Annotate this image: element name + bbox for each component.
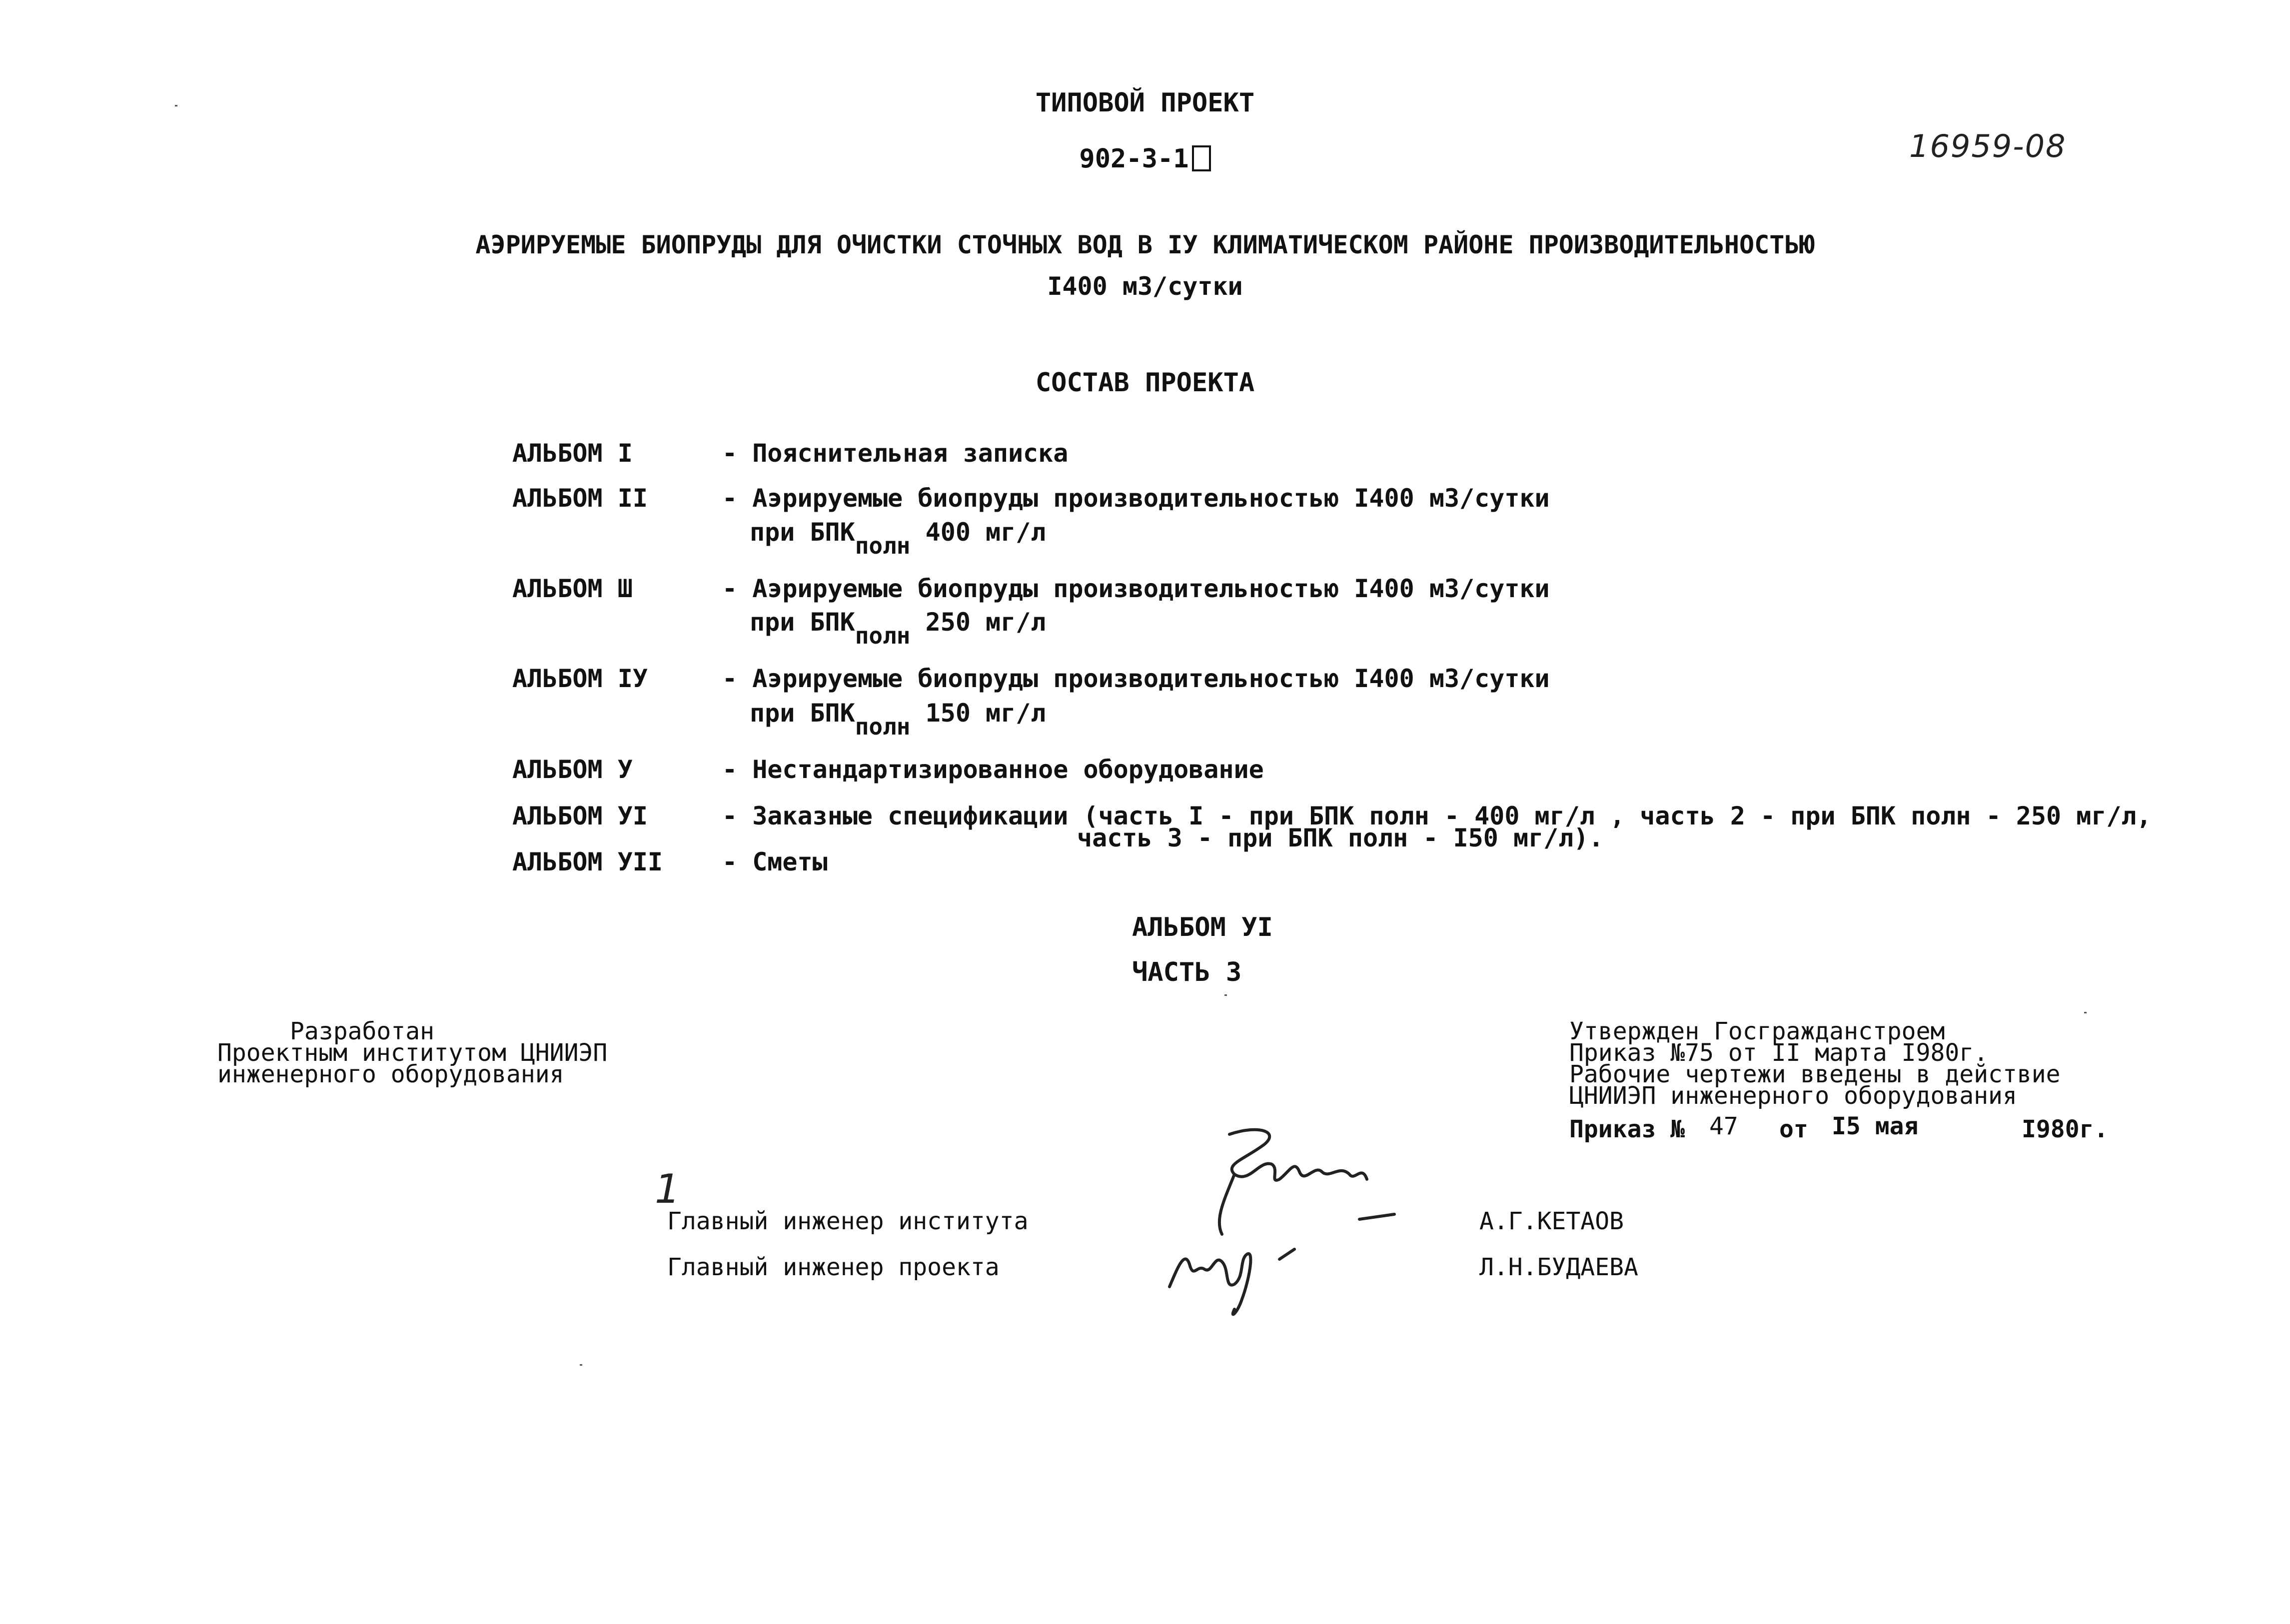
scan-speck xyxy=(1224,994,1227,996)
developer-line: инженерного оборудования xyxy=(217,1060,564,1088)
project-title-line1: АЭРИРУЕМЫЕ БИОПРУДЫ ДЛЯ ОЧИСТКИ СТОЧНЫХ ВОД В IУ КЛИМАТИЧЕСКОМ РАЙОНЕ ПРОИЗВОДИТЕЛЬНОСТЬЮ xyxy=(475,230,1815,259)
condition-prefix: при БПК xyxy=(750,699,855,728)
contents-heading: СОСТАВ ПРОЕКТА xyxy=(1035,368,1255,398)
volume-album: АЛЬБОМ УI xyxy=(1132,912,1273,942)
album-desc-cont: часть 3 - при БПК полн - I50 мг/л). xyxy=(1077,823,1604,852)
order-from: от xyxy=(1779,1115,1808,1143)
approval-line: Рабочие чертежи введены в действие xyxy=(1569,1060,2061,1088)
album-label: АЛЬБОМ I xyxy=(512,439,633,468)
approval-line: Утвержден Госгражданстроем xyxy=(1569,1017,1945,1045)
album-label: АЛЬБОМ IУ xyxy=(512,664,648,693)
project-code-text: 902-3-1 xyxy=(1079,144,1189,174)
order-number: 47 xyxy=(1709,1112,1738,1140)
album-label: АЛЬБОМ Ш xyxy=(512,574,633,603)
album-label: АЛЬБОМ УI xyxy=(512,802,648,830)
scan-speck xyxy=(580,1364,582,1366)
order-date: I5 мая xyxy=(1832,1112,1919,1140)
album-desc: - Нестандартизированное оборудование xyxy=(722,755,1264,784)
developer-line: Разработан xyxy=(290,1017,434,1045)
scan-speck xyxy=(2084,1012,2087,1013)
album-desc: - Аэрируемые биопруды производительностью I400 м3/сутки xyxy=(722,484,1550,513)
signature-name: А.Г.КЕТАОВ xyxy=(1479,1207,1624,1235)
condition-value: 250 мг/л xyxy=(925,608,1046,637)
album-desc: - Аэрируемые биопруды производительностью I400 м3/сутки xyxy=(722,574,1550,603)
inventory-number: 16959-08 xyxy=(1909,128,2067,164)
album-label: АЛЬБОМ У xyxy=(512,755,633,784)
doc-type: ТИПОВОЙ ПРОЕКТ xyxy=(1035,88,1255,118)
condition-value: 400 мг/л xyxy=(925,518,1046,547)
condition-prefix: при БПК xyxy=(750,608,855,637)
album-label: АЛЬБОМ УII xyxy=(512,847,663,876)
album-desc: - Сметы xyxy=(722,847,828,876)
volume-part: ЧАСТЬ 3 xyxy=(1132,957,1242,987)
project-title-line2: I400 м3/сутки xyxy=(1047,272,1243,301)
scan-speck xyxy=(175,105,177,106)
approval-line: Приказ №75 от II марта I980г. xyxy=(1569,1039,1989,1067)
signature-role: Главный инженер института xyxy=(667,1207,1029,1235)
condition-subscript: полн xyxy=(855,622,911,649)
handwritten-mark: 1 xyxy=(655,1166,681,1212)
order-label: Приказ № xyxy=(1569,1115,1685,1143)
signature-role: Главный инженер проекта xyxy=(667,1253,1000,1281)
order-year: I980г. xyxy=(2022,1115,2109,1143)
album-desc: - Пояснительная записка xyxy=(722,439,1069,468)
signature-name: Л.Н.БУДАЕВА xyxy=(1479,1253,1638,1281)
condition-prefix: при БПК xyxy=(750,518,855,547)
condition-value: 150 мг/л xyxy=(925,699,1046,728)
album-desc: - Аэрируемые биопруды производительностью I400 м3/сутки xyxy=(722,664,1550,693)
album-desc: - Заказные спецификации (часть I - при БПК полн - 400 мг/л , часть 2 - при БПК полн - 250 мг/л, xyxy=(722,802,2152,830)
condition-subscript: полн xyxy=(855,532,911,559)
condition-subscript: полн xyxy=(855,713,911,740)
approval-line: ЦНИИЭП инженерного оборудования xyxy=(1569,1082,2017,1110)
album-label: АЛЬБОМ II xyxy=(512,484,648,513)
developer-line: Проектным институтом ЦНИИЭП xyxy=(217,1039,608,1067)
